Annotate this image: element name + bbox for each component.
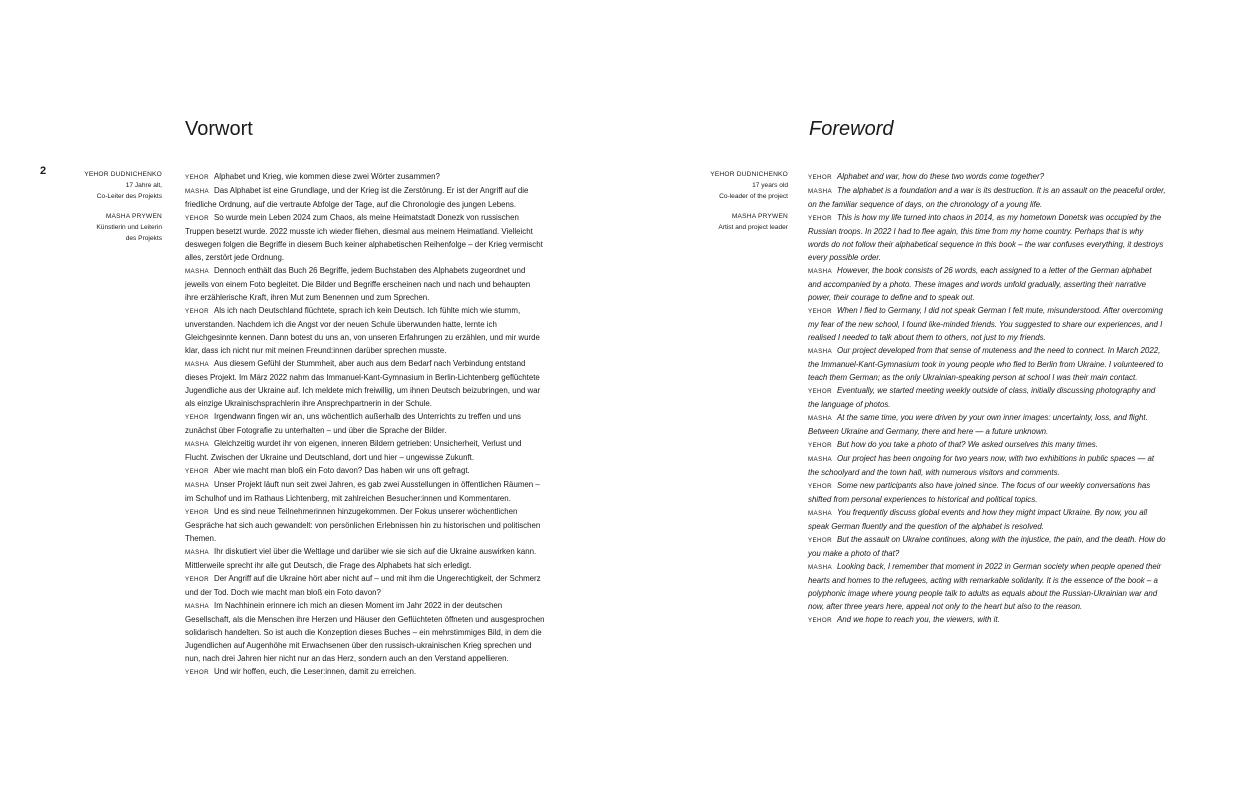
speaker-label: MASHA [185,549,210,556]
dialogue-paragraph [808,560,1166,613]
paragraph-text: Als ich nach Deutschland flüchtete, sprach ich kein Deutsch. Ich fühlte mich wie stumm, unverstanden. Nachdem ich die Angst vor der neuen Schule überwunden hatte, lernte ich Gleichgesinnte kennen. Dann botest du uns an, von unseren Erfahrungen zu erzählen, und mir wurde klar, dass ich nicht nur mit meinen Freund:innen darüber sprechen musste. [185,306,540,355]
dialogue-paragraph [185,572,545,599]
paragraph-text: Aber wie macht man bloß ein Foto davon? Das haben wir uns oft gefragt. [214,466,470,475]
paragraph-text: Irgendwann fingen wir an, uns wöchentlich außerhalb des Unterrichts zu treffen und uns zunächst über Fotografie zu unterhalten – und über die Sprache der Bilder. [185,412,521,435]
dialogue-paragraph [185,545,545,572]
dialogue-paragraph [808,438,1166,452]
speaker-label: MASHA [185,482,210,489]
paragraph-text: Looking back, I remember that moment in 2022 in German society when people opened their hearts and homes to the refugees, acting with remarkable solidarity. It is the essence of the book – a polyphonic image where young people talk to adults as equals about the Russian-Ukrainian war and now, after three years here, appeal not only to the heart but also to the reason. [808,562,1162,611]
credit-role: des Projekts [125,234,162,242]
dialogue-paragraph [185,170,545,184]
speaker-label: MASHA [808,348,833,355]
credit-name: MASHA PRYWEN [731,212,788,220]
dialogue-paragraph [808,479,1166,506]
speaker-label: YEHOR [185,468,210,475]
paragraph-text: But how do you take a photo of that? We asked ourselves this many times. [837,440,1098,449]
paragraph-text: However, the book consists of 26 words, each assigned to a letter of the German alphabet and accompanied by a photo. These images and words unfold gradually, asserting their narrative power, their courage to define and to speak out. [808,266,1152,302]
speaker-label: YEHOR [185,308,210,315]
dialogue-paragraph [185,505,545,545]
dialogue-paragraph [808,211,1166,264]
dialogue-paragraph [808,264,1166,304]
paragraph-text: Gleichzeitig wurdet ihr von eigenen, inneren Bildern getrieben: Unsicherheit, Verlust und Flucht. Zwischen der Ukraine und Deutschland, dort und hier – ungewisse Zukunft. [185,439,522,462]
dialogue-paragraph [808,506,1166,533]
speaker-label: MASHA [808,564,833,571]
speaker-label: YEHOR [185,509,210,516]
speaker-label: MASHA [185,268,210,275]
paragraph-text: But the assault on Ukraine continues, along with the injustice, the pain, and the death. How do you make a photo of that? [808,535,1166,558]
credit-name: MASHA PRYWEN [105,212,162,220]
speaker-label: MASHA [808,268,833,275]
dialogue-paragraph [808,304,1166,344]
paragraph-text: Ihr diskutiert viel über die Weltlage und darüber wie sie sich auf die Ukraine auswirken kann. Mittlerweile sprecht ihr alle gut Deutsch, die Frage des Alphabets hat sich erledigt. [185,547,537,570]
credit-role: 17 Jahre alt, [125,181,162,189]
german-heading: Vorwort [185,118,253,140]
credit-role: Co-Leiter des Projekts [96,192,162,200]
speaker-label: YEHOR [185,414,210,421]
english-credits [696,170,788,234]
speaker-label: YEHOR [185,669,210,676]
speaker-label: YEHOR [808,215,833,222]
dialogue-paragraph [185,410,545,437]
credit-name: YEHOR DUDNICHENKO [84,171,162,178]
dialogue-paragraph [808,411,1166,438]
credit-name: YEHOR DUDNICHENKO [710,171,788,178]
speaker-label: YEHOR [808,442,833,449]
dialogue-paragraph [808,184,1166,211]
paragraph-text: Der Angriff auf die Ukraine hört aber nicht auf – und mit ihm die Ungerechtigkeit, der Schmerz und der Tod. Doch wie macht man bloß ein Foto davon? [185,574,541,597]
dialogue-paragraph [185,357,545,410]
credit-role: Künstlerin und Leiterin [96,223,162,231]
speaker-label: MASHA [185,603,210,610]
speaker-label: YEHOR [185,576,210,583]
speaker-label: YEHOR [808,537,833,544]
dialogue-paragraph [185,211,545,264]
credit-role: Artist and project leader [718,223,788,231]
speaker-label: YEHOR [185,174,210,181]
paragraph-text: Und es sind neue Teilnehmerinnen hinzugekommen. Der Fokus unserer wöchentlichen Gespräche hat sich auch gewandelt: von persönlichen Erlebnissen hin zu historischen und politischen Themen. [185,507,541,543]
dialogue-paragraph [185,304,545,357]
dialogue-paragraph [808,533,1166,560]
speaker-label: YEHOR [808,174,833,181]
speaker-label: MASHA [185,361,210,368]
speaker-label: YEHOR [808,617,833,624]
dialogue-paragraph [808,384,1166,411]
paragraph-text: You frequently discuss global events and how they might impact Ukraine. By now, you all speak German fluently and the question of the alphabet is resolved. [808,508,1148,531]
english-heading: Foreword [809,118,894,140]
dialogue-paragraph [185,478,545,505]
speaker-label: YEHOR [808,308,833,315]
paragraph-text: At the same time, you were driven by your own inner images: uncertainty, loss, and flight. Between Ukraine and Germany, there and here — a future unknown. [808,413,1148,436]
paragraph-text: Im Nachhinein erinnere ich mich an diesen Moment im Jahr 2022 in der deutschen Gesellschaft, als die Menschen ihre Herzen und Häuser den Geflüchteten öffneten und ausgesprochen solidarisch handelten. So ist auch die Konzeption dieses Buches – ein mehrstimmiges Bild, in dem die Jugendlichen auf Augenhöhe mit Erwachsenen über den russisch-ukrainischen Krieg sprechen und nun, nach drei Jahren hier nicht nur an das Herz, sondern auch an den Verstand appellieren. [185,601,545,663]
paragraph-text: Our project has been ongoing for two years now, with two exhibitions in public spaces — at the schoolyard and the town hall, with numerous visitors and comments. [808,454,1155,477]
paragraph-text: Our project developed from that sense of muteness and the need to connect. In March 2022, the Immanuel-Kant-Gymnasium took in young people who fled to Berlin from Ukraine. I volunteered to teach them German; as the only Ukrainian-speaking person at school I was their main contact. [808,346,1164,382]
speaker-label: MASHA [808,188,833,195]
paragraph-text: Dennoch enthält das Buch 26 Begriffe, jedem Buchstaben des Alphabets zugeordnet und jeweils von einem Foto begleitet. Die Bilder und Begriffe erscheinen nach und nach und behaupten ihre erzählerische Kraft, ihren Mut zum Benennen und zum Sprechen. [185,266,531,302]
paragraph-text: Eventually, we started meeting weekly outside of class, initially discussing photography and the language of photos. [808,386,1156,409]
speaker-label: YEHOR [185,215,210,222]
dialogue-paragraph [185,464,545,478]
page-number: 2 [40,165,47,177]
dialogue-paragraph [185,599,545,665]
paragraph-text: The alphabet is a foundation and a war is its destruction. It is an assault on the peaceful order, on the familiar sequence of days, on the chronology of a young life. [808,186,1166,209]
dialogue-paragraph [808,344,1166,384]
speaker-label: MASHA [808,510,833,517]
dialogue-paragraph [808,613,1166,627]
paragraph-text: Und wir hoffen, euch, die Leser:innen, damit zu erreichen. [214,667,417,676]
dialogue-paragraph [185,264,545,304]
paragraph-text: Das Alphabet ist eine Grundlage, und der Krieg ist die Zerstörung. Er ist der Angriff auf die friedliche Ordnung, auf die vertraute Abfolge der Tage, auf die Chronologie des jungen Lebens. [185,186,529,209]
german-credits [70,170,162,244]
dialogue-paragraph [808,170,1166,184]
dialogue-paragraph [808,452,1166,479]
speaker-label: MASHA [185,188,210,195]
paragraph-text: And we hope to reach you, the viewers, with it. [837,615,1000,624]
paragraph-text: Alphabet and war, how do these two words come together? [837,172,1045,181]
credit-role: Co-leader of the project [719,192,788,200]
paragraph-text: Aus diesem Gefühl der Stummheit, aber auch aus dem Bedarf nach Verbindung entstand dieses Projekt. Im März 2022 nahm das Immanuel-Kant-Gymnasium in Berlin-Lichtenberg geflüchtete Jugendliche aus der Ukraine auf. Ich meldete mich freiwillig, um ihnen Deutsch beizubringen, und war als einzige Ukrainischsprachlerin ihre Ansprechpartnerin in der Schule. [185,359,541,408]
paragraph-text: Alphabet und Krieg, wie kommen diese zwei Wörter zusammen? [214,172,440,181]
paragraph-text: Some new participants also have joined since. The focus of our weekly conversations has shifted from personal experiences to historical and political topics. [808,481,1151,504]
speaker-label: MASHA [185,441,210,448]
german-body [185,170,545,679]
dialogue-paragraph [185,437,545,464]
speaker-label: MASHA [808,415,833,422]
speaker-label: YEHOR [808,483,833,490]
credit-role: 17 years old [752,181,788,189]
dialogue-paragraph [185,665,545,679]
paragraph-text: When I fled to Germany, I did not speak German I felt mute, misunderstood. After overcoming my fear of the new school, I found like-minded friends. You suggested to share our experiences, and I realised I needed to talk about them to others, not just to my friends. [808,306,1163,342]
speaker-label: MASHA [808,456,833,463]
paragraph-text: This is how my life turned into chaos in 2014, as my hometown Donetsk was occupied by the Russian troops. In 2022 I had to flee again, this time from my home country. Perhaps that is why words do not follow their alphabetical sequence in this book – the war confuses everything, it destroys every possible order. [808,213,1164,262]
english-body [808,170,1166,627]
speaker-label: YEHOR [808,388,833,395]
paragraph-text: Unser Projekt läuft nun seit zwei Jahren, es gab zwei Ausstellungen in öffentlichen Räumen – im Schulhof und im Rathaus Lichtenberg, mit zahlreichen Besucher:innen und Kommentaren. [185,480,540,503]
paragraph-text: So wurde mein Leben 2024 zum Chaos, als meine Heimatstadt Donezk von russischen Truppen besetzt wurde. 2022 musste ich wieder fliehen, diesmal aus meinem Heimatland. Vielleicht deswegen folgen die Begriffe in diesem Buch keiner alphabetischen Reihenfolge – der Krieg vermischt alles, zerstört jede Ordnung. [185,213,543,262]
dialogue-paragraph [185,184,545,211]
